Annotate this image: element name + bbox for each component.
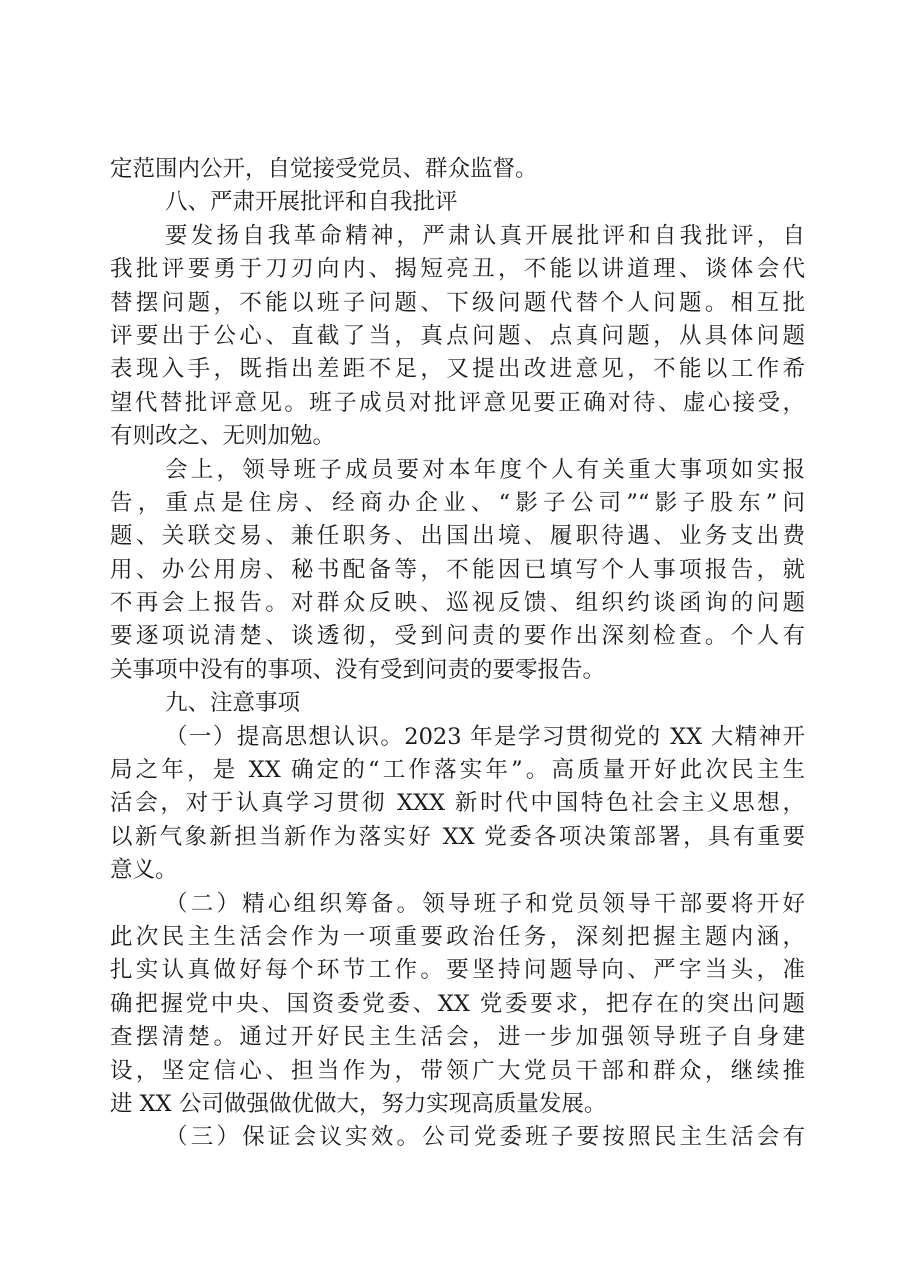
document-body bbox=[110, 153, 805, 1155]
text-line: 关事项中没有的事项、没有受到问责的要零报告。 bbox=[110, 656, 606, 683]
text-line: 表现入手，既指出差距不足，又提出改进意见，不能以工作希 bbox=[110, 356, 805, 383]
text-line: 用、办公用房、秘书配备等，不能因已填写个人事项报告，就 bbox=[110, 556, 805, 583]
text-line: 不再会上报告。对群众反映、巡视反馈、组织约谈函询的问题 bbox=[110, 590, 805, 617]
text-line: 我批评要勇于刀刃向内、揭短亮丑，不能以讲道理、谈体会代 bbox=[110, 256, 805, 283]
text-line: 设，坚定信心、担当作为，带领广大党员干部和群众，继续推 bbox=[110, 1057, 805, 1084]
text-line: 扎实认真做好每个环节工作。要坚持问题导向、严字当头，准 bbox=[110, 957, 805, 984]
text-line: 意义。 bbox=[110, 857, 178, 884]
text-line: 八、严肃开展批评和自我批评 bbox=[165, 189, 458, 216]
text-line: 九、注意事项 bbox=[165, 690, 301, 717]
text-line: 以新气象新担当新作为落实好 XX 党委各项决策部署，具有重要 bbox=[110, 823, 805, 850]
text-line: （二）精心组织筹备。领导班子和党员领导干部要将开好 bbox=[165, 890, 805, 917]
text-line: 评要出于公心、直截了当，真点问题、点真问题，从具体问题 bbox=[110, 322, 805, 349]
text-line: 有则改之、无则加勉。 bbox=[110, 423, 336, 450]
text-line: 活会，对于认真学习贯彻 XXX 新时代中国特色社会主义思想， bbox=[110, 790, 805, 817]
text-line: （三）保证会议实效。公司党委班子要按照民主生活会有 bbox=[165, 1124, 805, 1151]
text-line: 局之年，是 XX 确定的“工作落实年”。高质量开好此次民主生 bbox=[110, 757, 805, 784]
text-line: 进 XX 公司做强做优做大，努力实现高质量发展。 bbox=[110, 1090, 607, 1117]
text-line: 告，重点是住房、经商办企业、“影子公司”“影子股东”问 bbox=[110, 489, 805, 516]
text-line: 要逐项说清楚、谈透彻，受到问责的要作出深刻检查。个人有 bbox=[110, 623, 805, 650]
text-line: 确把握党中央、国资委党委、XX 党委要求，把存在的突出问题 bbox=[110, 990, 805, 1017]
text-line: 查摆清楚。通过开好民主生活会，进一步加强领导班子自身建 bbox=[110, 1024, 805, 1051]
text-line: 替摆问题，不能以班子问题、下级问题代替个人问题。相互批 bbox=[110, 289, 805, 316]
text-line: 题、关联交易、兼任职务、出国出境、履职待遇、业务支出费 bbox=[110, 523, 805, 550]
text-line: 会上，领导班子成员要对本年度个人有关重大事项如实报 bbox=[165, 456, 805, 483]
text-line: 要发扬自我革命精神，严肃认真开展批评和自我批评，自 bbox=[165, 222, 805, 249]
text-line: 此次民主生活会作为一项重要政治任务，深刻把握主题内涵， bbox=[110, 923, 805, 950]
text-line: 望代替批评意见。班子成员对批评意见要正确对待、虚心接受， bbox=[110, 389, 805, 416]
text-line: （一）提高思想认识。2023 年是学习贯彻党的 XX 大精神开 bbox=[165, 723, 805, 750]
text-line: 定范围内公开，自觉接受党员、群众监督。 bbox=[110, 156, 538, 182]
